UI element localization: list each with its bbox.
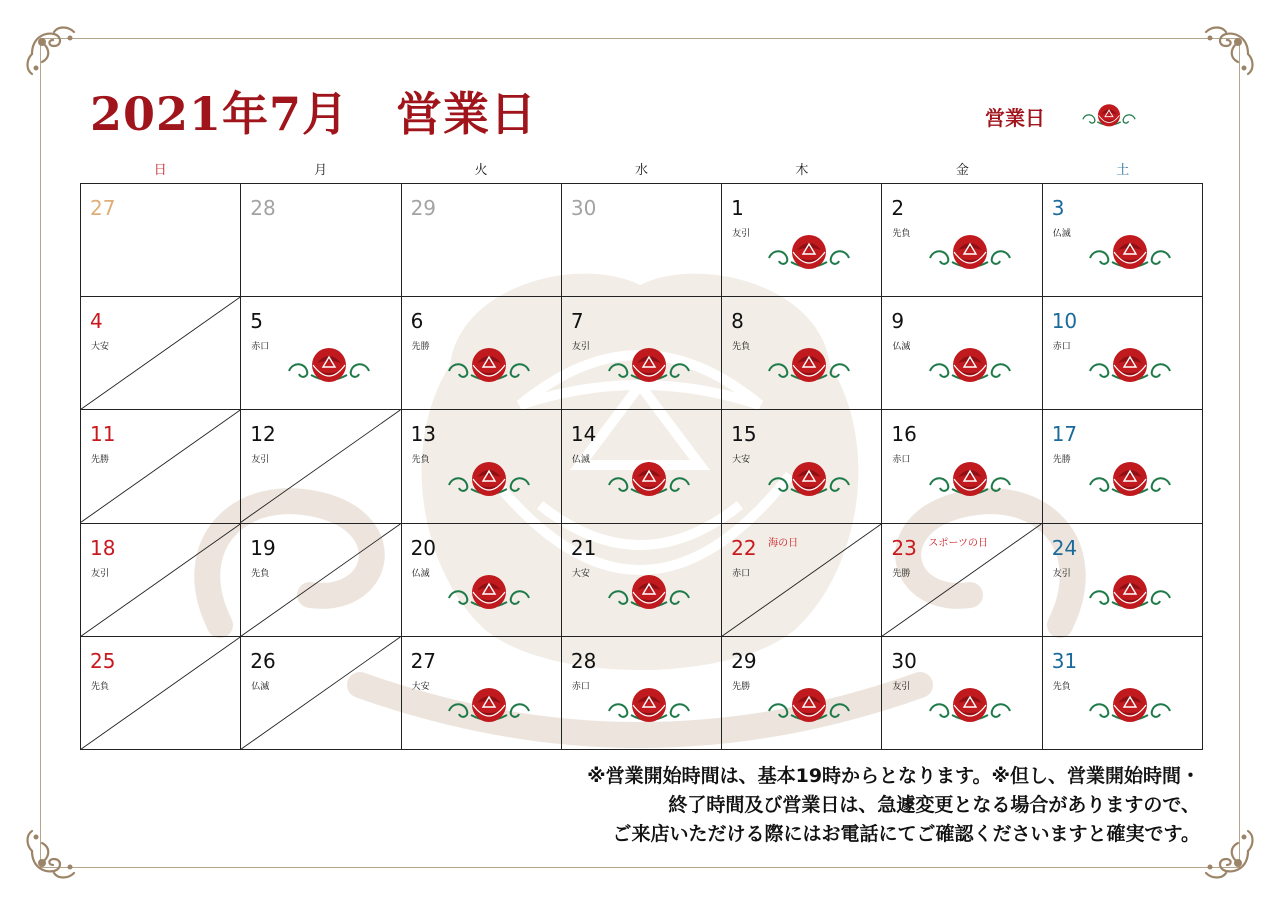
date-number: 11	[90, 422, 116, 447]
calendar-day-cell	[562, 410, 722, 523]
date-number: 16	[891, 422, 917, 447]
calendar-day-cell	[402, 524, 562, 637]
rokuyo-label: 仏滅	[411, 568, 430, 579]
holiday-name: スポーツの日	[928, 537, 989, 549]
rose-icon	[924, 681, 1016, 731]
calendar-day-cell	[1043, 297, 1203, 410]
weekday-label: 火	[474, 163, 488, 178]
rose-icon	[443, 568, 535, 618]
rokuyo-label: 友引	[251, 455, 270, 466]
calendar-day-cell	[402, 184, 562, 297]
legend-label: 営業日	[985, 105, 1045, 130]
rokuyo-label: 先勝	[1052, 455, 1071, 466]
weekday-label: 金	[955, 163, 969, 178]
notes	[440, 762, 1200, 849]
calendar-day-cell	[81, 524, 241, 637]
weekday-label: 日	[153, 163, 167, 178]
weekday-label: 水	[634, 163, 648, 178]
date-number: 26	[250, 648, 276, 673]
date-number: 18	[90, 535, 116, 560]
calendar-day-cell	[1043, 184, 1203, 297]
rokuyo-label: 仏滅	[1052, 229, 1071, 239]
calendar-day-cell	[402, 410, 562, 523]
calendar-day-cell	[882, 410, 1042, 523]
calendar-day-cell	[81, 184, 241, 297]
calendar-day-cell	[722, 637, 882, 750]
date-number: 2	[891, 196, 905, 220]
calendar-day-cell	[1043, 637, 1203, 750]
weekday-label: 木	[795, 163, 809, 178]
calendar-day-cell	[241, 297, 401, 410]
calendar-day-cell	[402, 637, 562, 750]
page-title: 2021年7月 営業日	[90, 87, 538, 141]
corner-ornament-icon	[24, 825, 80, 881]
rokuyo-label: 友引	[91, 568, 110, 579]
calendar-day-cell	[562, 637, 722, 750]
calendar-day-cell	[81, 410, 241, 523]
rokuyo-label: 大安	[571, 568, 590, 579]
rose-icon	[763, 341, 855, 391]
date-number: 27	[90, 196, 116, 220]
date-number: 28	[250, 196, 276, 220]
rose-icon	[1084, 228, 1176, 278]
weekday-header	[80, 159, 1203, 178]
closed-day-slash	[81, 410, 240, 522]
rokuyo-label: 先負	[1052, 681, 1071, 692]
corner-ornament-icon	[24, 24, 80, 80]
date-number: 12	[250, 422, 276, 447]
rose-icon	[763, 681, 855, 731]
date-number: 13	[410, 422, 437, 447]
calendar-day-cell	[722, 524, 882, 637]
corner-ornament-icon	[1200, 825, 1256, 881]
date-number: 21	[570, 535, 597, 560]
rose-icon	[443, 455, 535, 505]
rokuyo-label: 先負	[732, 342, 751, 353]
rokuyo-label: 赤口	[251, 342, 270, 353]
closed-day-slash	[241, 637, 400, 749]
date-number: 19	[250, 535, 276, 560]
note-line: ご来店いただける際にはお電話にてご確認くださいますと確実です。	[612, 823, 1200, 845]
date-number: 8	[731, 309, 744, 334]
closed-day-slash	[241, 524, 400, 636]
date-number: 23	[891, 535, 917, 560]
date-number: 28	[570, 648, 597, 673]
rokuyo-label: 仏滅	[251, 681, 270, 692]
rokuyo-label: 赤口	[732, 568, 751, 579]
rose-icon	[1079, 98, 1139, 134]
rokuyo-label: 友引	[571, 342, 590, 353]
rokuyo-label: 友引	[892, 681, 911, 692]
rokuyo-label: 大安	[411, 681, 430, 692]
date-number: 10	[1051, 309, 1078, 334]
legend	[985, 98, 1139, 134]
calendar-day-cell	[882, 524, 1042, 637]
rose-icon	[603, 681, 695, 731]
calendar-day-cell	[562, 184, 722, 297]
date-number: 29	[731, 648, 757, 673]
closed-day-slash	[722, 524, 881, 636]
rokuyo-label: 友引	[1052, 568, 1071, 579]
rokuyo-label: 先負	[892, 229, 911, 239]
calendar-day-cell	[722, 184, 882, 297]
rokuyo-label: 友引	[732, 229, 751, 239]
calendar-day-cell	[241, 637, 401, 750]
rose-icon	[763, 455, 855, 505]
rokuyo-label: 赤口	[1052, 342, 1071, 353]
calendar-grid	[80, 183, 1203, 750]
holiday-name: 海の日	[768, 537, 799, 549]
date-number: 1	[731, 196, 744, 220]
date-number: 27	[410, 648, 437, 673]
calendar-day-cell	[241, 184, 401, 297]
corner-ornament-icon	[1200, 24, 1256, 80]
closed-day-slash	[81, 524, 240, 636]
date-number: 17	[1051, 422, 1078, 447]
rokuyo-label: 大安	[732, 455, 751, 466]
calendar-day-cell	[402, 297, 562, 410]
calendar-day-cell	[81, 297, 241, 410]
calendar-day-cell	[1043, 410, 1203, 523]
calendar-day-cell	[562, 524, 722, 637]
rose-icon	[1084, 455, 1176, 505]
calendar-day-cell	[81, 637, 241, 750]
rokuyo-label: 仏滅	[892, 342, 911, 353]
rokuyo-label: 大安	[91, 342, 110, 353]
note-line: ※営業開始時間は、基本19時からとなります。※但し、営業開始時間・	[587, 765, 1200, 787]
rokuyo-label: 仏滅	[571, 455, 590, 466]
date-number: 14	[570, 422, 597, 447]
date-number: 6	[410, 309, 424, 334]
rokuyo-label: 先勝	[411, 342, 430, 353]
closed-day-slash	[882, 524, 1041, 636]
rose-icon	[603, 341, 695, 391]
date-number: 7	[570, 309, 584, 334]
calendar-day-cell	[722, 410, 882, 523]
calendar-day-cell	[882, 297, 1042, 410]
date-number: 3	[1051, 196, 1065, 220]
calendar-day-cell	[882, 184, 1042, 297]
weekday-label: 月	[314, 163, 328, 178]
calendar-day-cell	[241, 410, 401, 523]
date-number: 20	[410, 535, 437, 560]
date-number: 25	[90, 648, 116, 673]
rokuyo-label: 先負	[91, 681, 110, 692]
date-number: 31	[1051, 648, 1078, 673]
rose-icon	[924, 455, 1016, 505]
date-number: 4	[90, 309, 103, 334]
rokuyo-label: 先負	[251, 568, 270, 579]
rose-icon	[283, 341, 375, 391]
rokuyo-label: 赤口	[892, 455, 911, 466]
rose-icon	[924, 341, 1016, 391]
rose-icon	[603, 455, 695, 505]
weekday-label: 土	[1116, 163, 1130, 178]
rose-icon	[1084, 568, 1176, 618]
calendar-day-cell	[882, 637, 1042, 750]
date-number: 9	[891, 309, 905, 334]
rose-icon	[443, 341, 535, 391]
calendar-day-cell	[241, 524, 401, 637]
date-number: 29	[410, 196, 437, 220]
rose-icon	[443, 681, 535, 731]
date-number: 22	[731, 535, 757, 560]
rokuyo-label: 先勝	[91, 455, 110, 466]
date-number: 5	[250, 309, 264, 334]
calendar-day-cell	[722, 297, 882, 410]
rose-icon	[1084, 341, 1176, 391]
rokuyo-label: 先負	[411, 455, 430, 466]
rose-icon	[603, 568, 695, 618]
date-number: 24	[1051, 535, 1078, 560]
rose-icon	[763, 228, 855, 278]
closed-day-slash	[241, 410, 400, 522]
rokuyo-label: 先勝	[732, 681, 751, 692]
rose-icon	[1084, 681, 1176, 731]
note-line: 終了時間及び営業日は、急遽変更となる場合がありますので、	[668, 794, 1200, 816]
calendar-day-cell	[1043, 524, 1203, 637]
date-number: 30	[891, 648, 917, 673]
closed-day-slash	[81, 637, 240, 749]
rokuyo-label: 赤口	[571, 681, 590, 692]
date-number: 30	[570, 196, 597, 220]
closed-day-slash	[81, 297, 240, 409]
date-number: 15	[731, 422, 757, 447]
calendar-day-cell	[562, 297, 722, 410]
rokuyo-label: 先勝	[892, 568, 911, 579]
rose-icon	[924, 228, 1016, 278]
